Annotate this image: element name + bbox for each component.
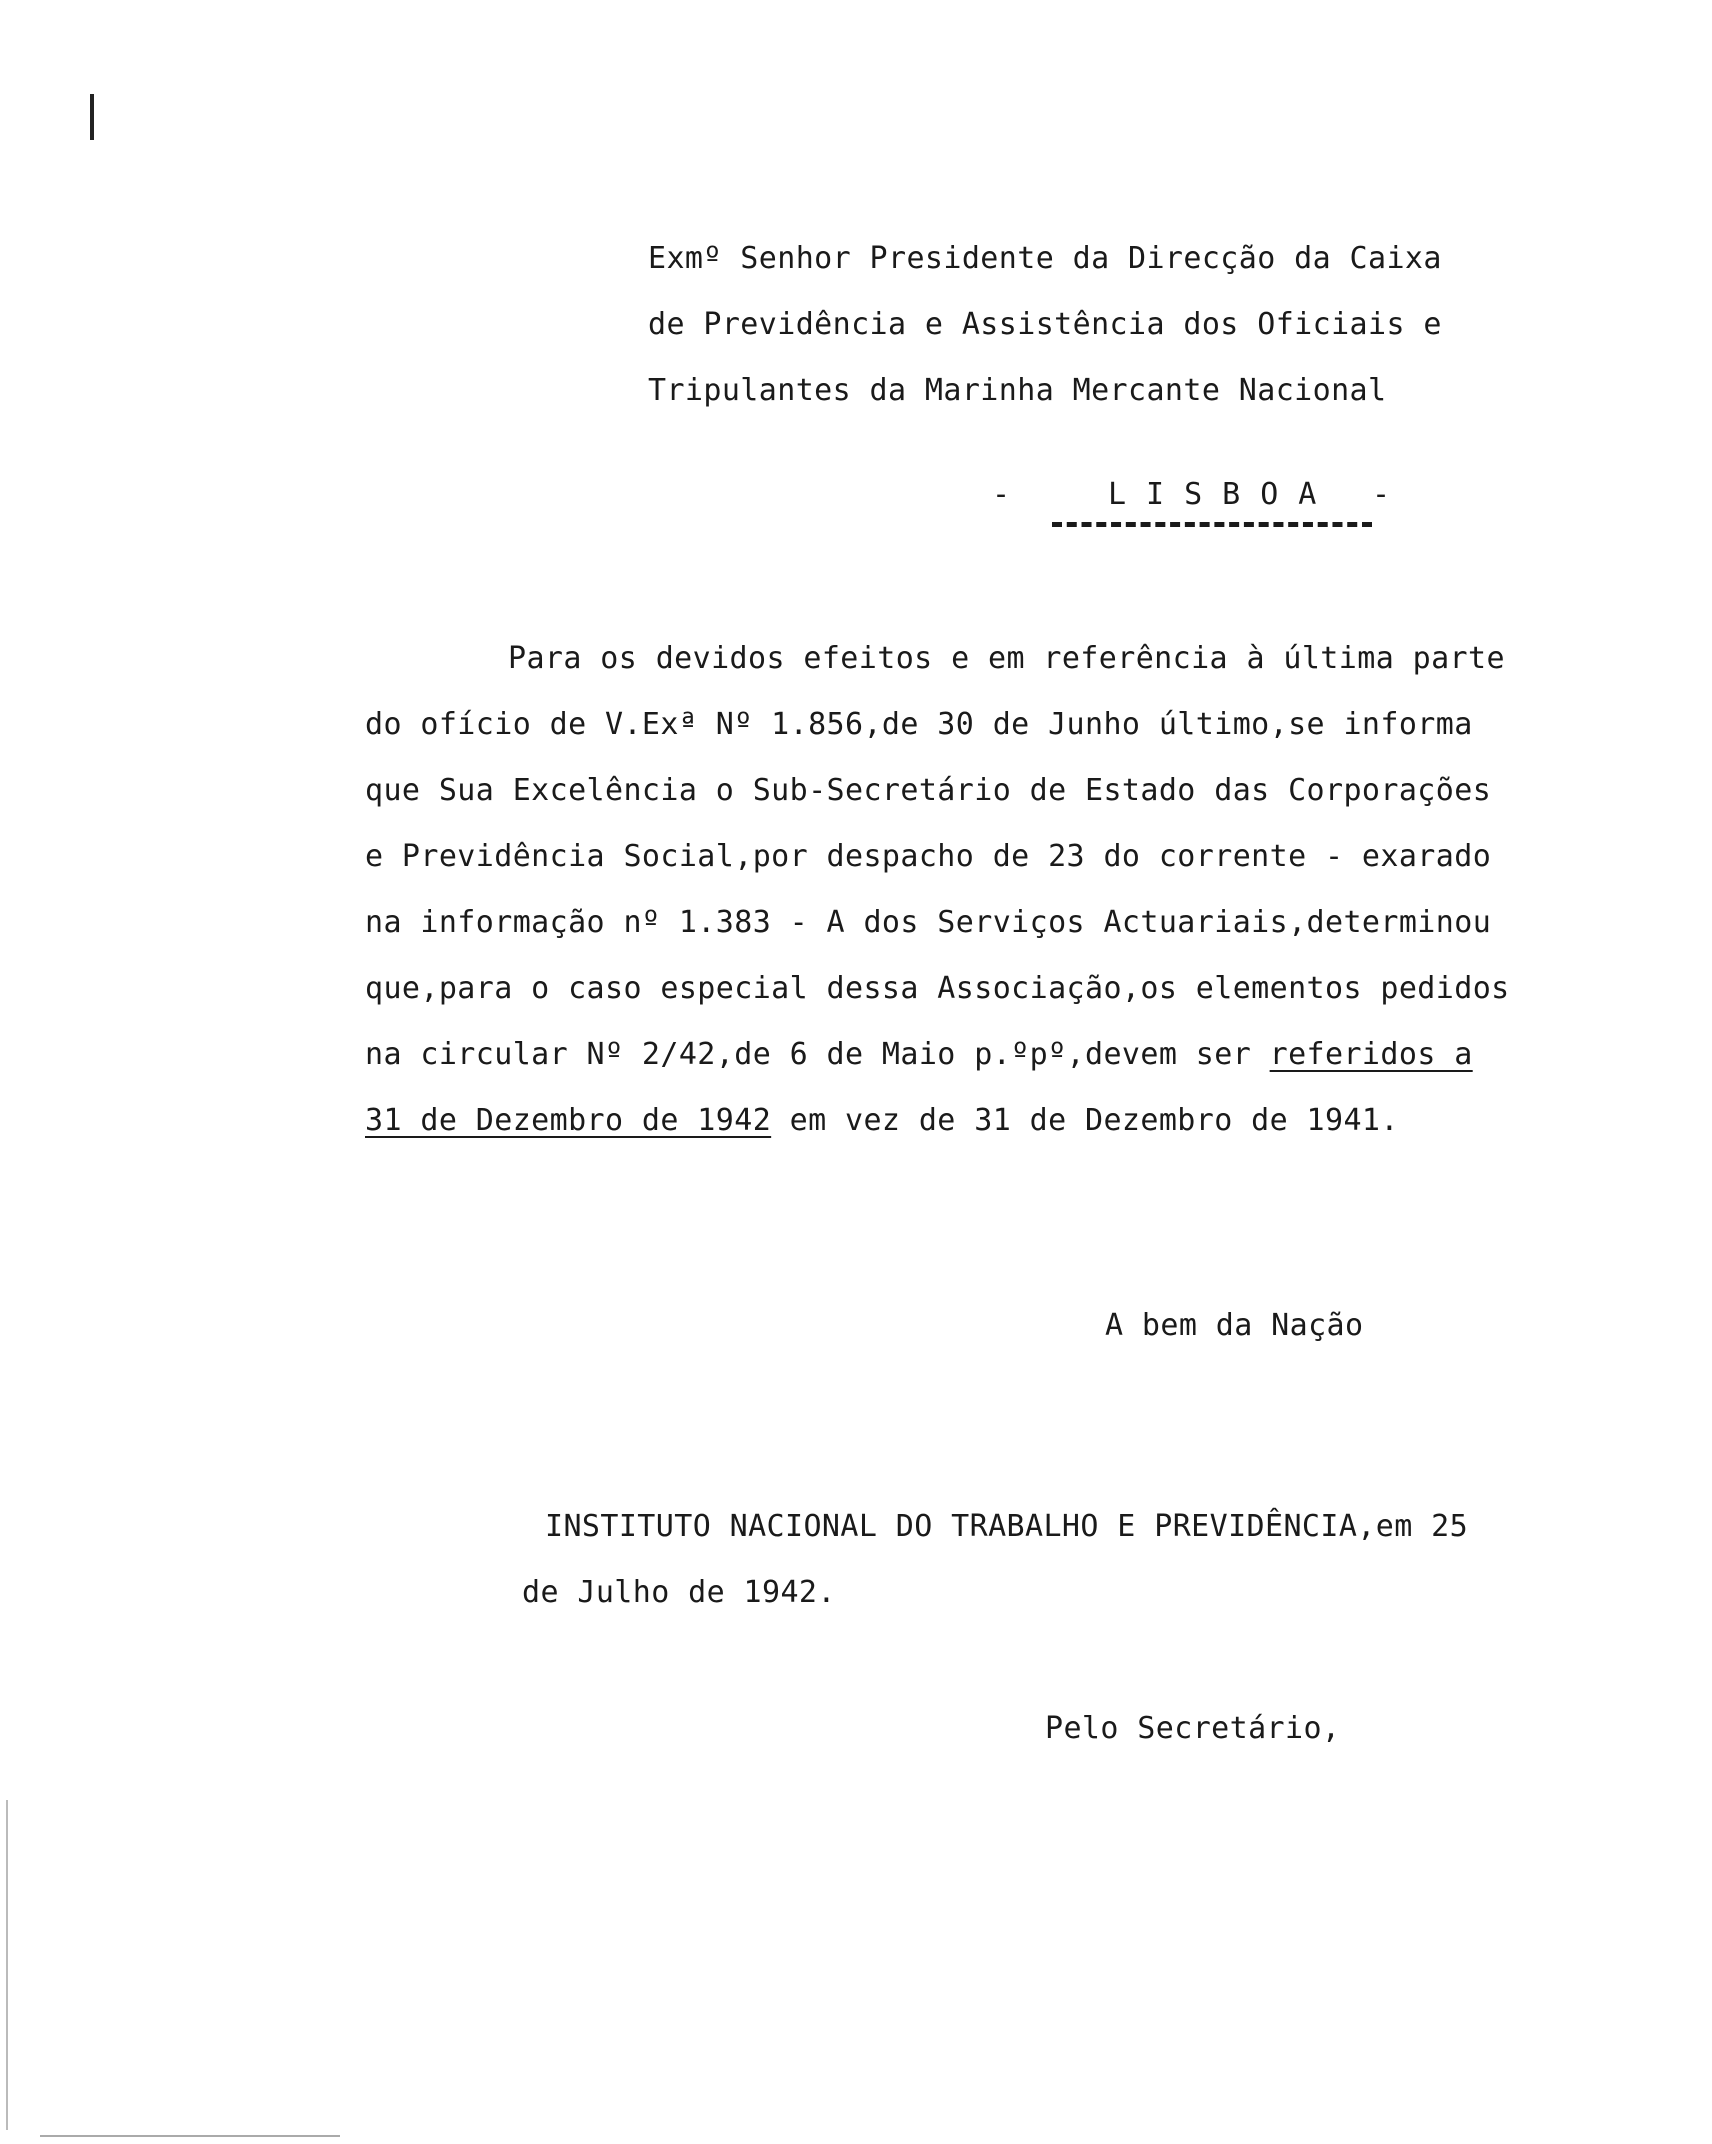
closing-greeting: A bem da Nação — [1105, 1308, 1364, 1343]
signature-line: Pelo Secretário, — [1045, 1711, 1341, 1746]
body-line-4: e Previdência Social,por despacho de 23 do corrente - exarado — [365, 839, 1492, 874]
addressee-city: LISBOA — [1108, 477, 1337, 512]
body-line-7-text: na circular Nº 2/42,de 6 de Maio p.ºpº,devem ser — [365, 1037, 1270, 1072]
city-underline — [1052, 522, 1372, 527]
body-line-6: que,para o caso especial dessa Associação,os elementos pedidos — [365, 971, 1510, 1006]
institution-line: INSTITUTO NACIONAL DO TRABALHO E PREVIDÊNCIA,em 25 — [545, 1509, 1469, 1544]
body-line-2: do ofício de V.Exª Nº 1.856,de 30 de Junho último,se informa — [365, 707, 1473, 742]
margin-mark — [90, 94, 94, 140]
body-line-8 — [365, 1088, 1399, 1154]
body-line-3: que Sua Excelência o Sub-Secretário de Estado das Corporações — [365, 773, 1492, 808]
body-line-1: Para os devidos efeitos e em referência à última parte — [508, 641, 1505, 676]
addressee-line-1: Exmº Senhor Presidente da Direcção da Caixa — [648, 241, 1442, 276]
scan-bottom-rule — [40, 2135, 340, 2137]
scan-edge-line — [6, 1800, 8, 2130]
date-line: de Julho de 1942. — [522, 1575, 836, 1610]
underlined-phrase-end: 31 de Dezembro de 1942 — [365, 1103, 772, 1138]
city-dash-right: - — [1372, 477, 1391, 512]
addressee-line-2: de Previdência e Assistência dos Oficiais e — [648, 307, 1442, 342]
body-line-7 — [365, 1022, 1473, 1088]
body-line-8-text: em vez de 31 de Dezembro de 1941. — [771, 1103, 1399, 1138]
body-line-5: na informação nº 1.383 - A dos Serviços Actuariais,determinou — [365, 905, 1492, 940]
city-dash-left: - — [992, 477, 1011, 512]
addressee-line-3: Tripulantes da Marinha Mercante Nacional — [648, 373, 1387, 408]
underlined-phrase-start: referidos a — [1269, 1037, 1473, 1072]
